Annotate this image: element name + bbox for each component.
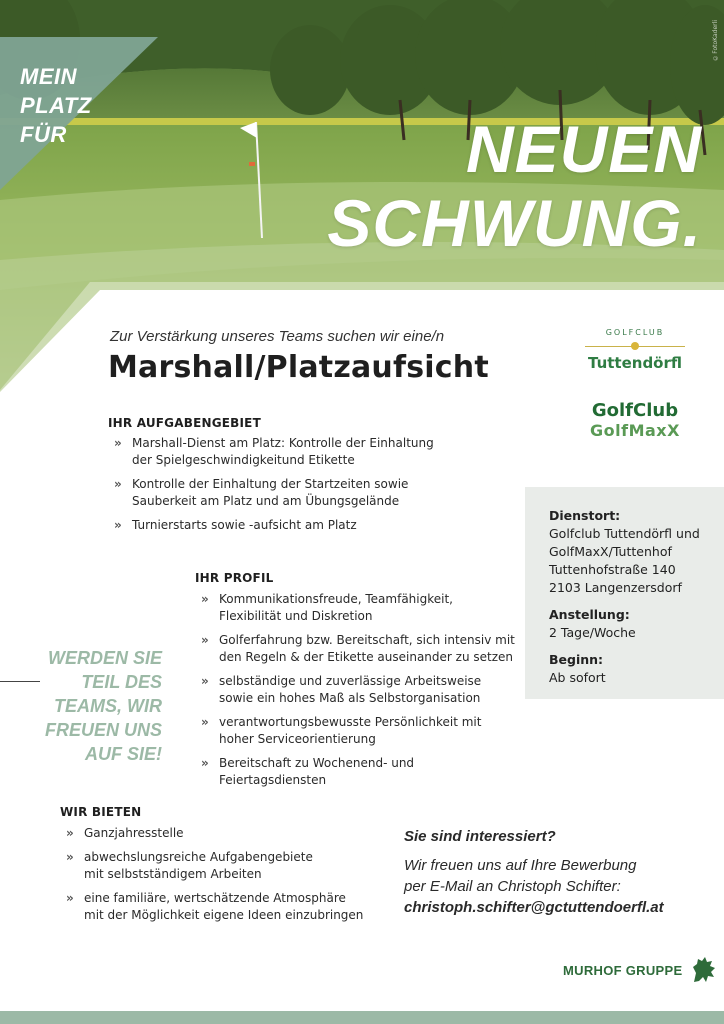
contact-block	[404, 828, 664, 918]
photo-credit: ©FotoKaderli	[712, 20, 719, 61]
list-item-line: verantwortungsbewusste Persönlichkeit mit	[219, 715, 482, 729]
intro-text: Zur Verstärkung unseres Teams suchen wir eine/n	[110, 328, 445, 345]
list-item-line: mit der Möglichkeit eigene Ideen einzubringen	[84, 908, 364, 922]
golfclub-tuttendoerfl-logo	[585, 328, 685, 372]
team-callout	[40, 646, 162, 766]
location-label: Dienstort:	[549, 508, 621, 523]
logo-small-text: GOLFCLUB	[605, 328, 665, 337]
contact-line: per E-Mail an Christoph Schifter:	[404, 878, 621, 895]
offer-list	[60, 825, 380, 931]
logo-line-2: GolfMaxX	[590, 421, 680, 440]
bullet-icon: »	[114, 518, 122, 532]
offer-heading: WIR BIETEN	[60, 805, 142, 819]
list-item-line: eine familiäre, wertschätzende Atmosphäre	[84, 891, 346, 905]
list-item	[108, 435, 438, 469]
callout-line: WERDEN SIE	[47, 648, 162, 668]
bullet-icon: »	[201, 756, 209, 770]
list-item-line: selbständige und zuverlässige Arbeitsweise	[219, 674, 482, 688]
list-item-line: Flexibilität und Diskretion	[219, 609, 373, 623]
location-line: Tuttenhofstraße 140	[549, 562, 676, 577]
profile-heading: IHR PROFIL	[195, 571, 274, 585]
list-item	[195, 673, 515, 707]
list-item-line: Kontrolle der Einhaltung der Startzeiten sowie	[132, 477, 409, 491]
location-line: Golfclub Tuttendörfl und	[549, 526, 700, 541]
list-item-line: abwechslungsreiche Aufgabengebiete	[84, 850, 313, 864]
bullet-icon: »	[201, 715, 209, 729]
profile-list	[195, 591, 515, 796]
bullet-icon: »	[201, 592, 209, 606]
location-line: 2103 Langenzersdorf	[549, 580, 682, 595]
list-item-line: Sauberkeit am Platz und am Übungsgelände	[132, 494, 400, 508]
callout-rule	[0, 681, 40, 682]
murhof-logo	[563, 955, 718, 985]
list-item-line: Bereitschaft zu Wochenend- und Feiertagsdiensten	[219, 756, 415, 787]
corner-tagline-line: MEIN	[20, 64, 77, 89]
tasks-heading: IHR AUFGABENGEBIET	[108, 416, 261, 430]
list-item-line: den Regeln & der Etikette auseinander zu setzen	[219, 650, 513, 664]
list-item-line: Marshall-Dienst am Platz: Kontrolle der Einhaltung	[132, 436, 434, 450]
corner-tagline-line: PLATZ	[20, 93, 92, 118]
list-item-line: Turnierstarts sowie -aufsicht am Platz	[132, 518, 357, 532]
employment-label: Anstellung:	[549, 607, 630, 622]
bullet-icon: »	[66, 826, 74, 840]
lion-crest-icon	[690, 955, 718, 985]
contact-email-link[interactable]: christoph.schifter@gctuttendoerfl.at	[404, 899, 664, 916]
murhof-text: MURHOF GRUPPE	[563, 962, 683, 978]
golfmaxx-logo	[585, 400, 685, 440]
corner-tagline-line: FÜR	[20, 122, 67, 147]
list-item	[195, 714, 515, 748]
list-item	[108, 476, 438, 510]
list-item	[195, 591, 515, 625]
bullet-icon: »	[66, 891, 74, 905]
list-item	[60, 849, 380, 883]
list-item	[60, 825, 380, 842]
bullet-icon: »	[114, 477, 122, 491]
bullet-icon: »	[201, 633, 209, 647]
list-item-line: hoher Serviceorientierung	[219, 732, 376, 746]
list-item	[195, 632, 515, 666]
bullet-icon: »	[201, 674, 209, 688]
list-item-line: sowie ein hohes Maß als Selbstorganisation	[219, 691, 481, 705]
headline-line: SCHWUNG.	[327, 186, 702, 260]
contact-line: Wir freuen uns auf Ihre Bewerbung	[404, 857, 637, 874]
employment-value: 2 Tage/Woche	[549, 625, 636, 640]
golf-ball-icon	[631, 342, 639, 350]
callout-line: AUF SIE!	[84, 744, 162, 764]
callout-line: TEAMS, WIR	[54, 696, 162, 716]
start-label: Beginn:	[549, 652, 604, 667]
bullet-icon: »	[66, 850, 74, 864]
list-item-line: der Spielgeschwindigkeitund Etikette	[132, 453, 355, 467]
job-info-box	[525, 487, 724, 699]
headline-line: NEUEN	[465, 112, 702, 186]
list-item-line: Golferfahrung bzw. Bereitschaft, sich intensiv mit	[219, 633, 515, 647]
list-item	[108, 517, 438, 534]
hero-headline	[327, 112, 702, 260]
list-item-line: Kommunikationsfreude, Teamfähigkeit,	[219, 592, 453, 606]
job-title: Marshall/Platzaufsicht	[108, 350, 489, 385]
list-item-line: Ganzjahresstelle	[84, 826, 184, 840]
logo-line-1: GolfClub	[591, 400, 679, 421]
tasks-list	[108, 435, 438, 541]
bullet-icon: »	[114, 436, 122, 450]
callout-line: FREUEN UNS	[44, 720, 162, 740]
logo-divider	[585, 341, 685, 351]
list-item-line: mit selbstständigem Arbeiten	[84, 867, 262, 881]
list-item	[195, 755, 515, 789]
list-item	[60, 890, 380, 924]
contact-question: Sie sind interessiert?	[404, 828, 556, 845]
corner-tagline	[20, 62, 92, 149]
start-value: Ab sofort	[549, 670, 606, 685]
location-line: GolfMaxX/Tuttenhof	[549, 544, 672, 559]
logo-name: Tuttendörfl	[587, 354, 682, 372]
footer-bar	[0, 1011, 724, 1024]
callout-line: TEIL DES	[81, 672, 162, 692]
